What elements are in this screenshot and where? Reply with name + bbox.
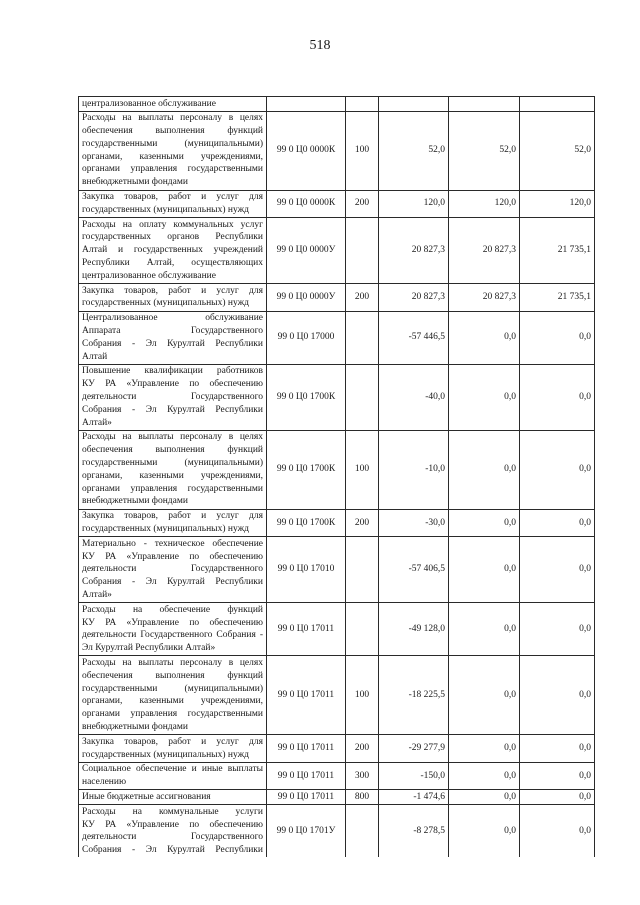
description-line: государственными (муниципальными) [82, 683, 263, 694]
row-amount-3: 0,0 [520, 509, 595, 537]
row-target-code: 99 0 Ц0 17011 [267, 735, 346, 763]
description-line: Закупка товаров, работ и услуг для [82, 192, 263, 203]
row-amount-1: 52,0 [379, 111, 449, 190]
row-description [79, 311, 267, 364]
table-row [79, 430, 595, 509]
description-line: Расходы на выплаты персоналу в целях [82, 432, 263, 443]
row-amount-1 [379, 97, 449, 112]
row-amount-2: 20 827,3 [449, 284, 520, 312]
description-line: Расходы на коммунальные услуги [82, 806, 263, 817]
row-expense-type [346, 603, 379, 656]
row-description [79, 190, 267, 218]
row-amount-2: 0,0 [449, 364, 520, 430]
row-amount-3: 0,0 [520, 735, 595, 763]
description-line: государственными (муниципальными) [82, 138, 263, 149]
row-expense-type [346, 805, 379, 858]
description-line: органами управления государственными [82, 483, 263, 494]
row-target-code: 99 0 Ц0 0000К [267, 190, 346, 218]
row-amount-1: -57 446,5 [379, 311, 449, 364]
row-expense-type [346, 218, 379, 284]
description-line: государственных (муниципальных) нужд [82, 204, 249, 215]
description-line: внебюджетными фондами [82, 496, 188, 507]
description-line: Собрания - Эл Курултай Республики [82, 338, 263, 349]
row-amount-1: -8 278,5 [379, 805, 449, 858]
row-amount-1: -150,0 [379, 762, 449, 790]
row-amount-1: -18 225,5 [379, 656, 449, 735]
row-target-code: 99 0 Ц0 0000У [267, 284, 346, 312]
description-line: органами, казенными учреждениями, [82, 151, 263, 162]
description-line: Социальное обеспечение и иные выплаты [82, 764, 263, 775]
description-line: органами, казенными учреждениями, [82, 470, 263, 481]
row-target-code: 99 0 Ц0 17011 [267, 762, 346, 790]
table-row [79, 218, 595, 284]
row-amount-1: -1 474,6 [379, 790, 449, 805]
row-description [79, 805, 267, 858]
row-expense-type: 200 [346, 284, 379, 312]
row-amount-1: 20 827,3 [379, 218, 449, 284]
description-line: централизованное обслуживание [82, 98, 216, 109]
description-line: Алтай [82, 351, 108, 362]
description-line: деятельности Государственного [82, 564, 263, 575]
table-row [79, 97, 595, 112]
description-line: государственных (муниципальных) нужд [82, 298, 249, 309]
description-line: Эл Курултай Республики Алтай» [82, 643, 216, 654]
row-amount-1: -29 277,9 [379, 735, 449, 763]
row-target-code: 99 0 Ц0 17011 [267, 656, 346, 735]
description-line: деятельности Государственного [82, 832, 263, 843]
row-amount-2: 0,0 [449, 805, 520, 858]
table-row [79, 111, 595, 190]
row-expense-type: 200 [346, 190, 379, 218]
row-target-code: 99 0 Ц0 1700К [267, 430, 346, 509]
page-number: 518 [309, 38, 331, 53]
description-line: обеспечения выполнения функций [82, 670, 263, 681]
row-target-code: 99 0 Ц0 0000К [267, 111, 346, 190]
description-line: Расходы на выплаты персоналу в целях [82, 113, 263, 124]
row-amount-1: -57 406,5 [379, 537, 449, 603]
row-amount-3: 0,0 [520, 790, 595, 805]
row-amount-2: 0,0 [449, 656, 520, 735]
description-line: государственных (муниципальных) нужд [82, 749, 249, 760]
row-target-code: 99 0 Ц0 17000 [267, 311, 346, 364]
table-row [79, 311, 595, 364]
row-amount-3: 0,0 [520, 805, 595, 858]
description-line: Закупка товаров, работ и услуг для [82, 285, 263, 296]
row-amount-2: 52,0 [449, 111, 520, 190]
row-amount-3: 52,0 [520, 111, 595, 190]
row-expense-type [346, 364, 379, 430]
table-row [79, 509, 595, 537]
description-line: государственных (муниципальных) нужд [82, 524, 249, 534]
row-amount-2: 0,0 [449, 762, 520, 790]
row-amount-2: 0,0 [449, 790, 520, 805]
description-line: Закупка товаров, работ и услуг для [82, 736, 263, 747]
row-amount-3: 0,0 [520, 656, 595, 735]
row-expense-type [346, 311, 379, 364]
row-target-code: 99 0 Ц0 0000У [267, 218, 346, 284]
description-line: КУ РА «Управление по обеспечению [82, 819, 263, 830]
row-description [79, 735, 267, 763]
row-amount-3: 0,0 [520, 537, 595, 603]
description-line: Республики Алтай, осуществляющих [82, 258, 263, 269]
row-amount-3: 21 735,1 [520, 218, 595, 284]
table-row [79, 603, 595, 656]
table-row [79, 284, 595, 312]
description-line: внебюджетными фондами [82, 177, 188, 188]
description-line: государственных органов Республики [82, 232, 263, 243]
table-row [79, 537, 595, 603]
row-expense-type: 200 [346, 735, 379, 763]
row-description [79, 790, 267, 805]
row-amount-1: -49 128,0 [379, 603, 449, 656]
description-line: органами управления государственными [82, 164, 263, 175]
row-target-code: 99 0 Ц0 17011 [267, 790, 346, 805]
description-line: Расходы на обеспечение функций [82, 604, 263, 615]
row-amount-1: -30,0 [379, 509, 449, 537]
row-amount-3: 0,0 [520, 603, 595, 656]
description-line: государственными (муниципальными) [82, 458, 263, 469]
description-line: Централизованное обслуживание [82, 313, 263, 324]
description-line: населению [82, 777, 127, 788]
row-description [79, 284, 267, 312]
description-line: Собрания - Эл Курултай Республики [82, 577, 263, 588]
row-target-code [267, 97, 346, 112]
row-description [79, 364, 267, 430]
row-amount-3: 0,0 [520, 311, 595, 364]
description-line: обеспечения выполнения функций [82, 445, 263, 456]
description-line: органами управления государственными [82, 709, 263, 720]
row-target-code: 99 0 Ц0 17011 [267, 603, 346, 656]
row-expense-type: 100 [346, 111, 379, 190]
description-line: деятельности Государственного [82, 392, 263, 403]
row-description [79, 656, 267, 735]
description-line: КУ РА «Управление по обеспечению [82, 551, 263, 562]
row-amount-3 [520, 97, 595, 112]
row-target-code: 99 0 Ц0 1700К [267, 364, 346, 430]
row-description [79, 603, 267, 656]
row-target-code: 99 0 Ц0 1701У [267, 805, 346, 858]
row-amount-1: 120,0 [379, 190, 449, 218]
description-line: КУ РА «Управление по обеспечению [82, 379, 263, 390]
row-amount-3: 120,0 [520, 190, 595, 218]
description-line: Собрания - Эл Курултай Республики [82, 845, 263, 856]
description-line: обеспечения выполнения функций [82, 126, 263, 137]
row-amount-3: 0,0 [520, 762, 595, 790]
description-line: КУ РА «Управление по обеспечению [82, 617, 263, 628]
row-target-code: 99 0 Ц0 1700К [267, 509, 346, 537]
row-description [79, 111, 267, 190]
description-line: органами, казенными учреждениями, [82, 696, 263, 707]
table-row [79, 735, 595, 763]
table-row [79, 190, 595, 218]
row-amount-2: 0,0 [449, 735, 520, 763]
row-description [79, 509, 267, 537]
row-amount-2: 120,0 [449, 190, 520, 218]
row-description [79, 218, 267, 284]
description-line: Повышение квалификации работников [82, 366, 263, 377]
row-amount-2: 20 827,3 [449, 218, 520, 284]
row-amount-1: 20 827,3 [379, 284, 449, 312]
description-line: Расходы на выплаты персоналу в целях [82, 657, 263, 668]
table-row [79, 805, 595, 858]
description-line: Собрания - Эл Курултай Республики [82, 404, 263, 415]
description-line: Расходы на оплату коммунальных услуг [82, 219, 263, 230]
row-expense-type: 200 [346, 509, 379, 537]
row-amount-2: 0,0 [449, 603, 520, 656]
description-line: Алтай» [82, 589, 112, 600]
row-target-code: 99 0 Ц0 17010 [267, 537, 346, 603]
description-line: деятельности Государственного Собрания - [82, 630, 263, 641]
row-expense-type: 100 [346, 656, 379, 735]
row-amount-1: -40,0 [379, 364, 449, 430]
row-amount-2: 0,0 [449, 537, 520, 603]
row-amount-2 [449, 97, 520, 112]
description-line: Материально - техническое обеспечение [82, 538, 263, 549]
row-expense-type: 800 [346, 790, 379, 805]
budget-table [78, 96, 595, 857]
row-expense-type [346, 97, 379, 112]
description-line: Алтай и государственных учреждений [82, 245, 263, 256]
row-description [79, 97, 267, 112]
row-amount-2: 0,0 [449, 509, 520, 537]
row-amount-3: 0,0 [520, 430, 595, 509]
table-row [79, 656, 595, 735]
description-line: Аппарата Государственного [82, 326, 263, 337]
row-description [79, 762, 267, 790]
description-line: Алтай» [82, 417, 112, 428]
description-line: Закупка товаров, работ и услуг для [82, 511, 263, 522]
row-amount-3: 21 735,1 [520, 284, 595, 312]
row-amount-1: -10,0 [379, 430, 449, 509]
row-amount-2: 0,0 [449, 430, 520, 509]
description-line: внебюджетными фондами [82, 721, 188, 732]
row-description [79, 430, 267, 509]
row-amount-2: 0,0 [449, 311, 520, 364]
description-line: Иные бюджетные ассигнования [82, 791, 211, 802]
row-expense-type: 100 [346, 430, 379, 509]
row-description [79, 537, 267, 603]
row-amount-3: 0,0 [520, 364, 595, 430]
table-row [79, 762, 595, 790]
description-line: централизованное обслуживание [82, 270, 216, 281]
table-row [79, 364, 595, 430]
table-row [79, 790, 595, 805]
row-expense-type: 300 [346, 762, 379, 790]
budget-table-body [79, 97, 595, 858]
row-expense-type [346, 537, 379, 603]
